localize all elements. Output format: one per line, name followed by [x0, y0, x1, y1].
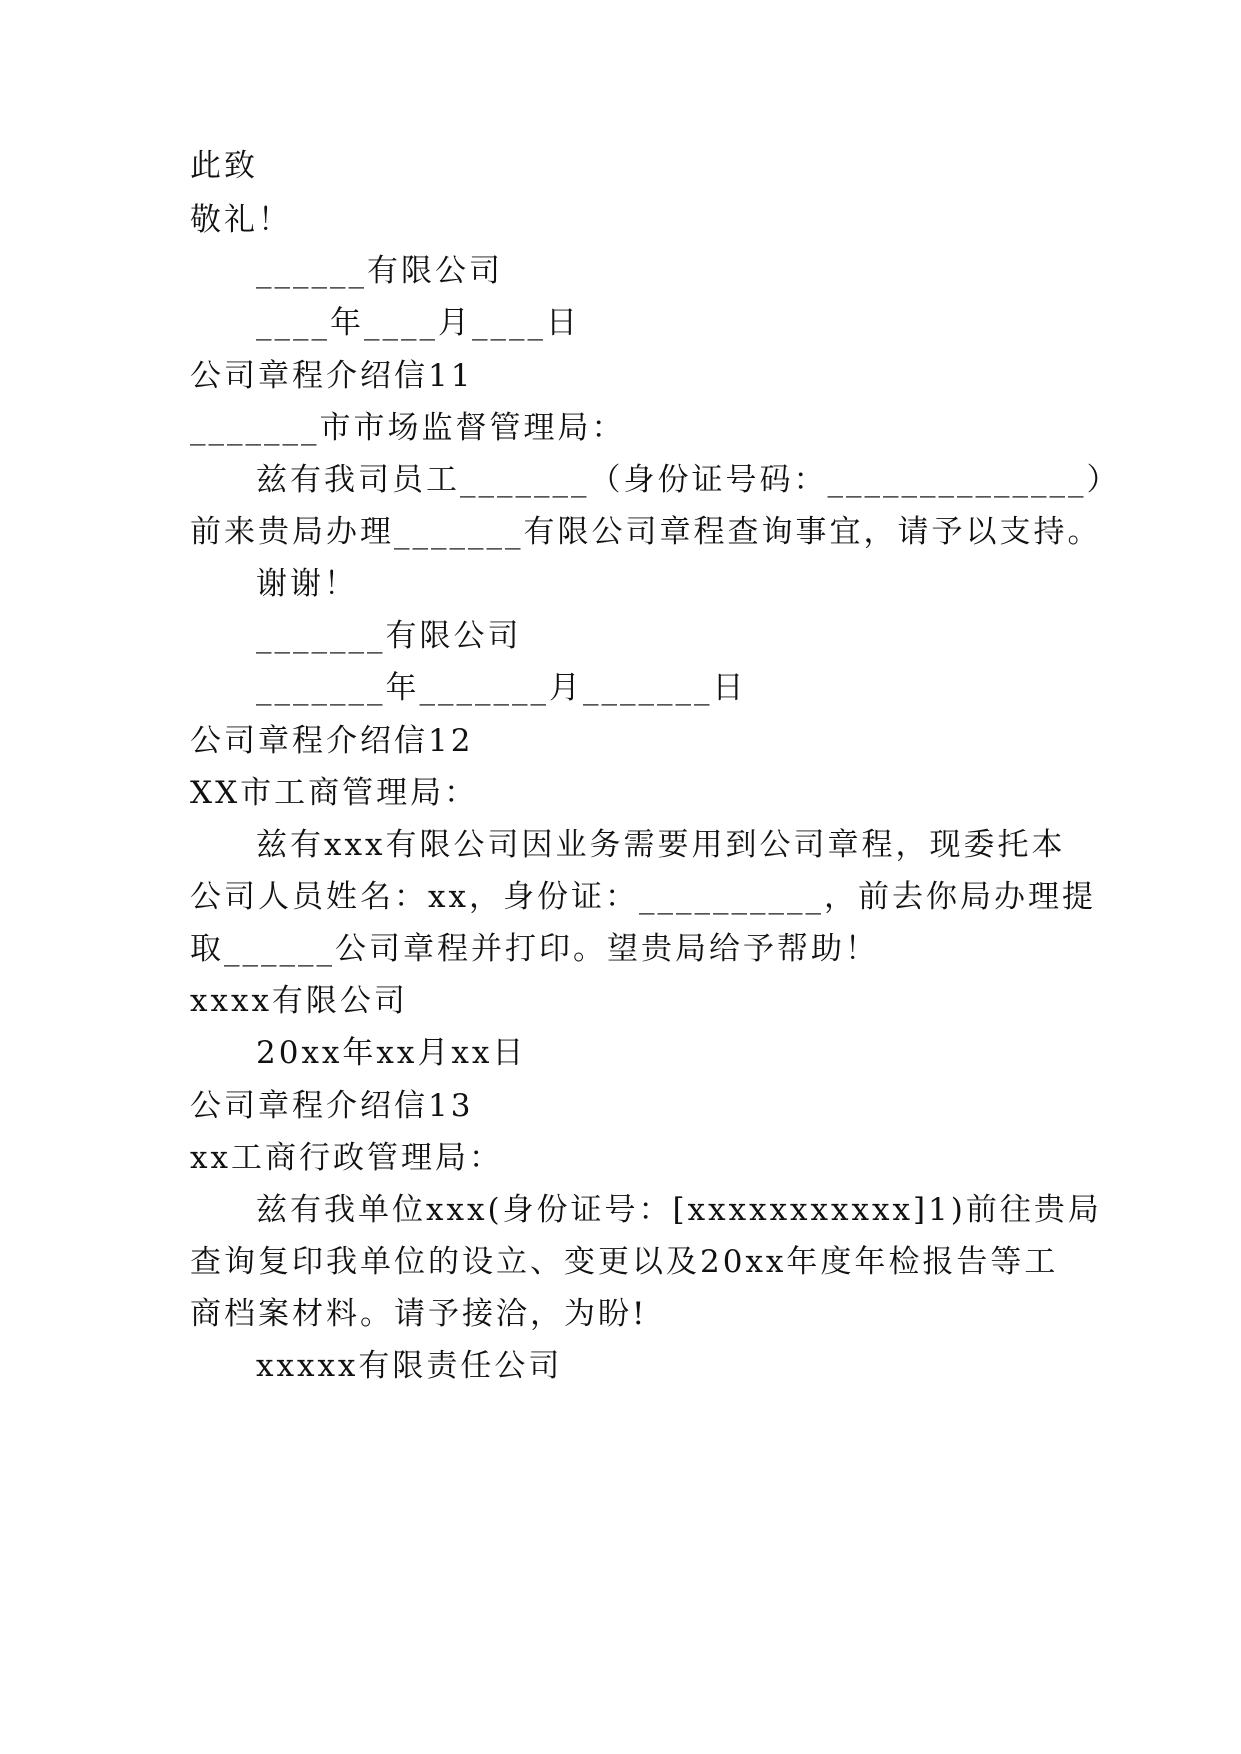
signature-company: _______有限公司 — [256, 618, 522, 654]
closing-regards: 敬礼！ — [190, 202, 292, 238]
signature-company: xxxxx有限责任公司 — [256, 1348, 563, 1384]
letter-body-line: 查询复印我单位的设立、变更以及20xx年度年检报告等工 — [190, 1244, 1059, 1280]
letter-thanks: 谢谢！ — [256, 566, 358, 602]
letter-body-line: 公司人员姓名：xx，身份证：__________，前去你局办理提 — [190, 879, 1096, 915]
signature-date: 20xx年xx月xx日 — [256, 1035, 527, 1071]
closing-salutation: 此致 — [190, 148, 258, 184]
letter-body-line: 兹有我单位xxx(身份证号：[xxxxxxxxxxx]1)前往贵局 — [256, 1192, 1102, 1228]
letter-addressee: XX市工商管理局： — [190, 775, 479, 811]
signature-company: xxxx有限公司 — [190, 983, 408, 1019]
letter-title-12: 公司章程介绍信12 — [190, 723, 474, 759]
signature-company: ______有限公司 — [256, 253, 503, 289]
letter-body-line: 商档案材料。请予接洽，为盼! — [190, 1296, 648, 1332]
letter-title-13: 公司章程介绍信13 — [190, 1088, 474, 1124]
signature-date: ____年____月____日 — [256, 305, 580, 341]
letter-body-line: 兹有xxx有限公司因业务需要用到公司章程，现委托本 — [256, 827, 1066, 863]
letter-addressee: _______市市场监督管理局： — [190, 410, 626, 446]
letter-body-line: 取______公司章程并打印。望贵局给予帮助！ — [190, 931, 879, 967]
letter-addressee: xx工商行政管理局： — [190, 1140, 503, 1176]
letter-body-line: 前来贵局办理_______有限公司章程查询事宜，请予以支持。 — [190, 514, 1102, 550]
letter-title-11: 公司章程介绍信11 — [190, 358, 474, 394]
signature-date: _______年_______月_______日 — [256, 670, 747, 706]
letter-body-line: 兹有我司员工_______（身份证号码：______________） — [256, 462, 1121, 498]
